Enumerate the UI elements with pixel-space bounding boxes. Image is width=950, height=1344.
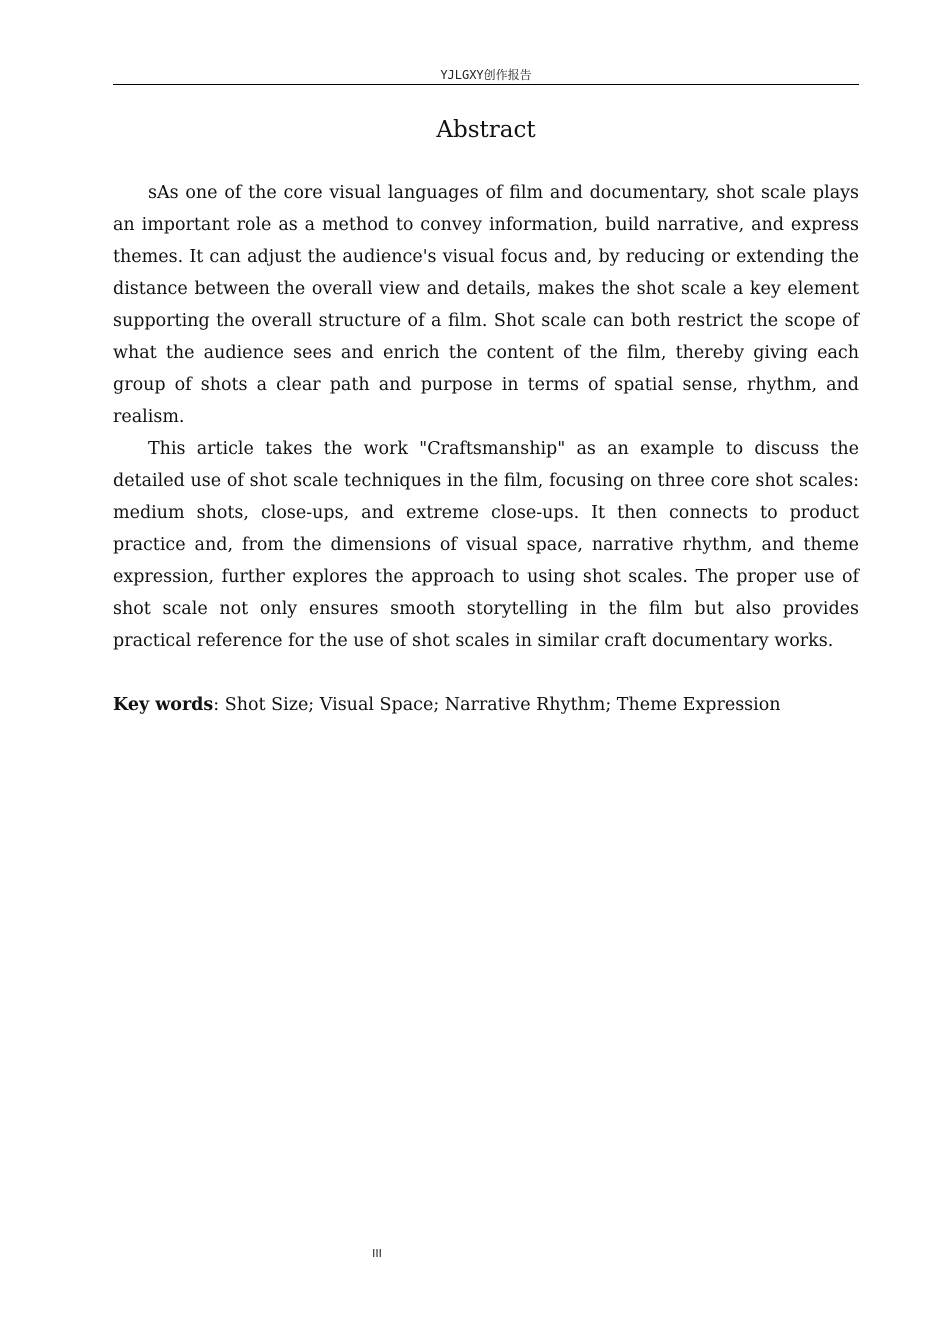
page-number: III <box>372 1247 382 1260</box>
keywords-separator: : <box>213 695 225 715</box>
keywords-line <box>113 689 859 721</box>
page-title: Abstract <box>436 117 536 143</box>
abstract-paragraph-2: This article takes the work "Craftsmanship" as an example to discuss the detailed use of shot scale techniques in the film, focusing on three core shot scales: medium shots, close-ups, and extreme close-ups. It then connects to product practice and, from the dimensions of visual space, narrative rhythm, and theme expression, further explores the approach to using shot scales. The proper use of shot scale not only ensures smooth storytelling in the film but also provides practical reference for the use of shot scales in similar craft documentary works. <box>113 439 859 651</box>
keywords-label: Key words <box>113 695 214 715</box>
running-header: YJLGXY创作报告 <box>113 66 859 85</box>
abstract-paragraph-1: sAs one of the core visual languages of film and documentary, shot scale plays an important role as a method to convey information, build narrative, and express themes. It can adjust the audience's visual focus and, by reducing or extending the distance between the overall view and details, makes the shot scale a key element supporting the overall structure of a film. Shot scale can both restrict the scope of what the audience sees and enrich the content of the film, thereby giving each group of shots a clear path and purpose in terms of spatial sense, rhythm, and realism. <box>113 183 859 427</box>
keywords-text: Shot Size; Visual Space; Narrative Rhythm; Theme Expression <box>224 695 781 715</box>
abstract-body <box>113 177 859 721</box>
